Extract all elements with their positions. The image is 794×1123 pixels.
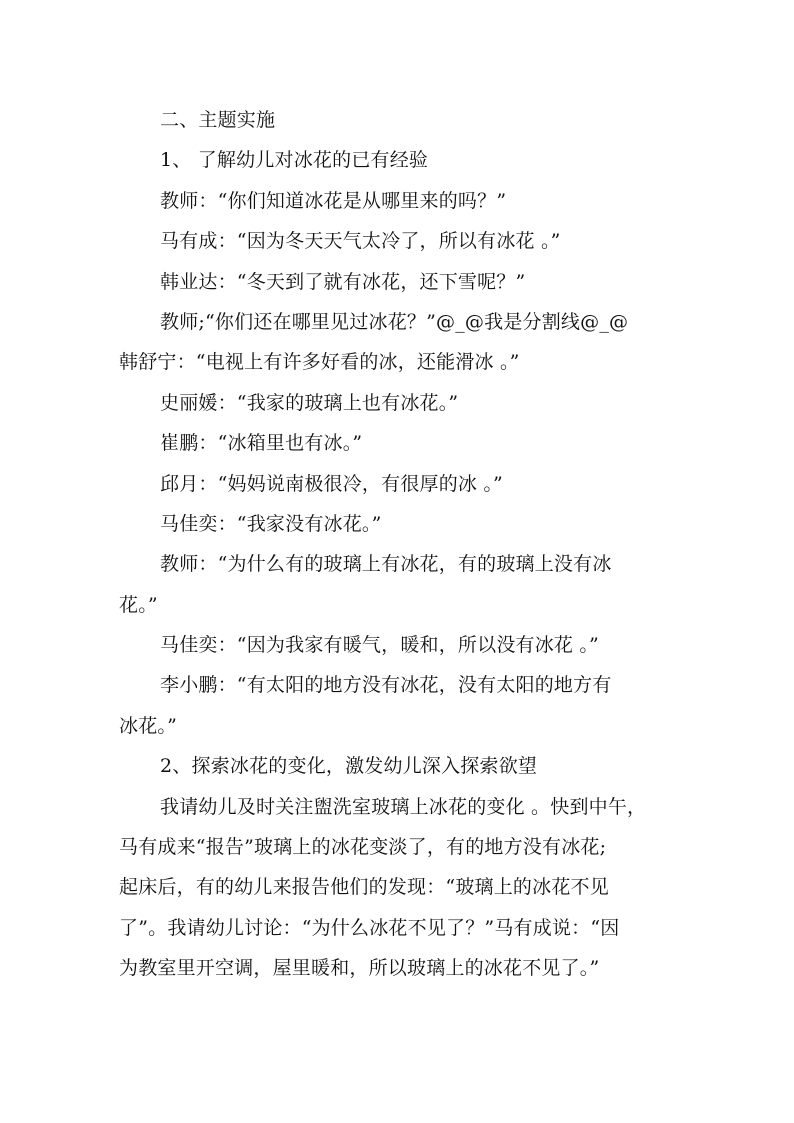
document-body (119, 100, 679, 989)
subsection-heading: 2、探索冰花的变化，激发幼儿深入探索欲望 (160, 755, 538, 778)
dialogue-line-continuation: 花。” (119, 593, 158, 616)
dialogue-line: 教师：“为什么有的玻璃上有冰花，有的玻璃上没有冰 (160, 553, 612, 576)
paragraph-line: 马有成来“报告”玻璃上的冰花变淡了，有的地方没有冰花; (119, 836, 607, 859)
dialogue-line: 崔鹏：“冰箱里也有冰。” (160, 432, 363, 455)
dialogue-line: 韩业达：“冬天到了就有冰花，还下雪呢？” (160, 270, 526, 293)
dialogue-line: 教师;“你们还在哪里见过冰花？”@_@我是分割线@_@ (160, 310, 629, 333)
paragraph-line: 起床后，有的幼儿来报告他们的发现：“玻璃上的冰花不见 (119, 876, 609, 899)
dialogue-line: 教师：“你们知道冰花是从哪里来的吗？” (160, 189, 507, 212)
paragraph-line: 了”。我请幼儿讨论：“为什么冰花不见了？”马有成说：“因 (119, 916, 620, 939)
section-heading: 二、主题实施 (160, 109, 276, 131)
dialogue-line: 马有成：“因为冬天天气太冷了，所以有冰花 。” (160, 230, 561, 253)
subsection-heading: 1、 了解幼儿对冰花的已有经验 (160, 149, 429, 172)
dialogue-line: 李小鹏：“有太阳的地方没有冰花，没有太阳的地方有 (160, 674, 612, 697)
dialogue-line: 邱月：“妈妈说南极很冷，有很厚的冰 。” (160, 472, 503, 495)
dialogue-line: 马佳奕：“因为我家有暖气，暖和，所以没有冰花 。” (160, 634, 599, 657)
paragraph-line: 为教室里开空调，屋里暖和，所以玻璃上的冰花不见了。” (119, 957, 600, 980)
dialogue-line: 马佳奕：“我家没有冰花。” (160, 512, 382, 535)
dialogue-line-continuation: 冰花。” (119, 714, 178, 737)
paragraph-line: 我请幼儿及时关注盥洗室玻璃上冰花的变化 。快到中午， (160, 795, 647, 818)
dialogue-line: 史丽媛：“我家的玻璃上也有冰花。” (160, 391, 459, 414)
dialogue-line: 韩舒宁：“电视上有许多好看的冰，还能滑冰 。” (119, 351, 520, 374)
